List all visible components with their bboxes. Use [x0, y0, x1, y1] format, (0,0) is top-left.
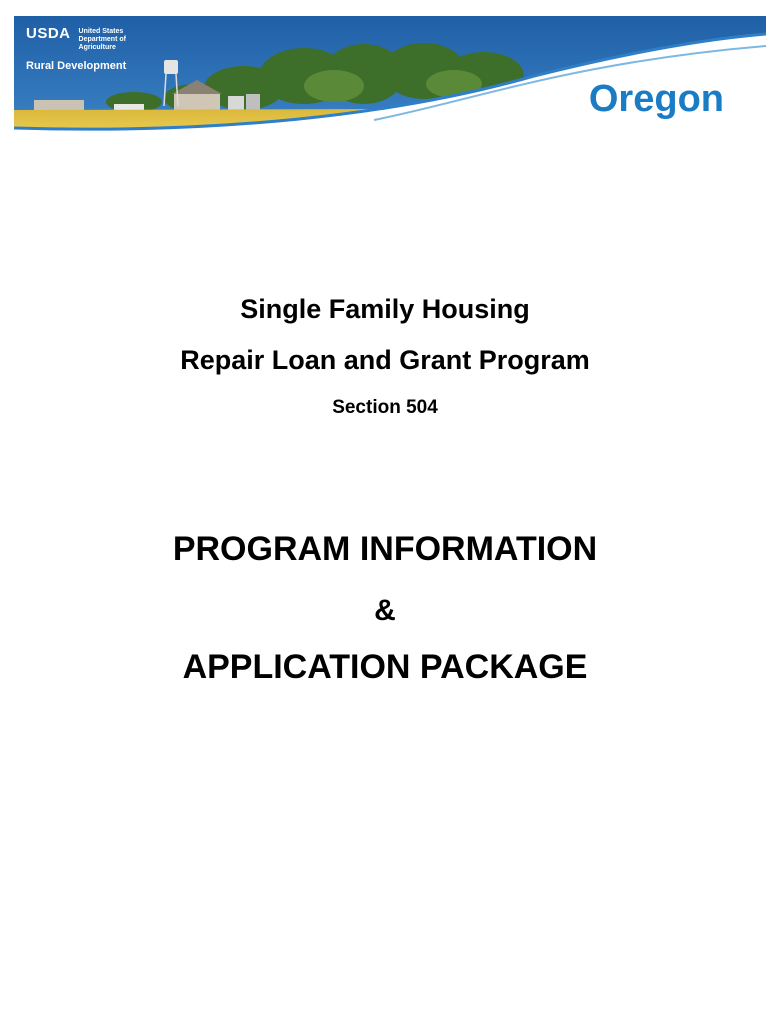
title-line-2: Repair Loan and Grant Program	[180, 345, 590, 375]
agency-line-2: Department of	[78, 36, 126, 43]
heading-program-information: PROGRAM INFORMATION	[172, 530, 598, 568]
section-label: Section 504	[332, 397, 438, 418]
agency-line-1: United States	[78, 28, 124, 35]
heading-application-package: APPLICATION PACKAGE	[182, 648, 588, 686]
usda-logo	[26, 26, 126, 56]
state-name: Oregon	[588, 78, 724, 120]
usda-wordmark: USDA	[26, 25, 71, 42]
agency-name	[79, 26, 126, 52]
division-label: Rural Development	[26, 60, 127, 72]
agency-line-3: Agriculture	[78, 44, 116, 51]
title-line-1: Single Family Housing	[240, 294, 530, 324]
heading-ampersand: &	[374, 594, 396, 627]
header-banner	[14, 16, 766, 142]
